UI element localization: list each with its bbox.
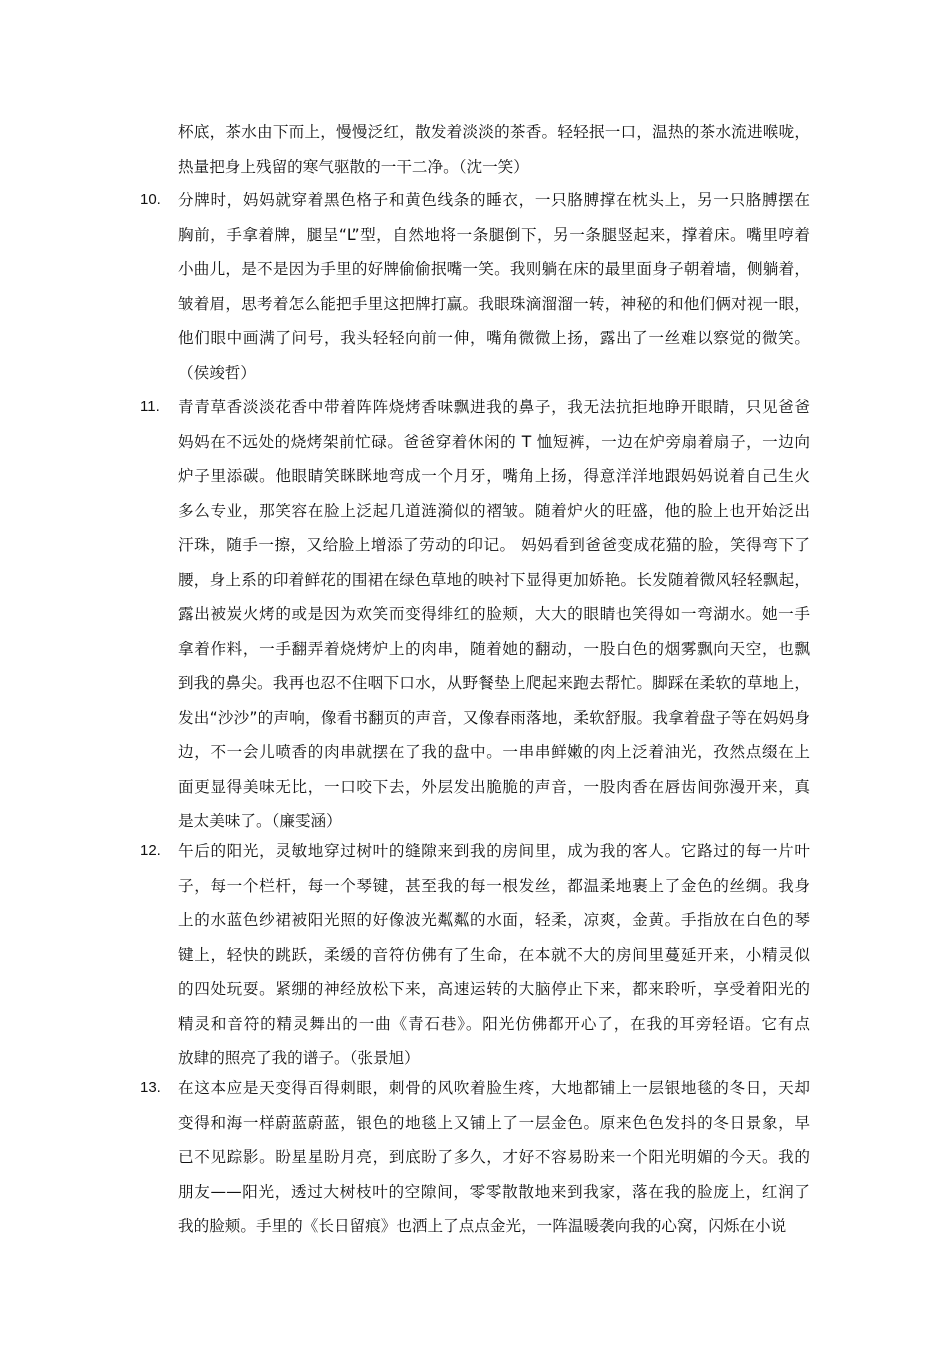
text-line: 发出“沙沙”的声响，像看书翻页的声音，又像春雨落地，柔软舒服。我拿着盘子等在妈妈身 [178, 708, 810, 727]
text-line: 我的脸颊。手里的《长日留痕》也洒上了点点金光，一阵温暖袭向我的心窝，闪烁在小说 [178, 1217, 787, 1235]
text-line: （侯竣哲） [178, 363, 256, 382]
text-line: 放肆的照亮了我的谱子。（张景旭） [178, 1049, 420, 1067]
text-line: 分牌时，妈妈就穿着黑色格子和黄色线条的睡衣，一只胳膊撑在枕头上，另一只胳膊摆在 [178, 191, 810, 209]
text-line: 已不见踪影。盼星星盼月亮，到底盼了多久，才好不容易盼来一个阳光明媚的今天。我的 [178, 1148, 810, 1166]
text-line: 午后的阳光，灵敏地穿过树叶的缝隙来到我的房间里，成为我的客人。它路过的每一片叶 [178, 842, 810, 860]
paragraph-number: 13. [140, 1079, 161, 1096]
text-line: 炉子里添碳。他眼睛笑眯眯地弯成一个月牙，嘴角上扬，得意洋洋地跟妈妈说着自己生火 [178, 467, 810, 485]
text-line: 热量把身上残留的寒气驱散的一干二净。（沈一笑） [178, 157, 529, 176]
text-line: 他们眼中画满了问号，我头轻轻向前一伸，嘴角微微上扬，露出了一丝难以察觉的微笑。 [178, 329, 810, 347]
text-line: 朋友——阳光，透过大树枝叶的空隙间，零零散散地来到我家，落在我的脸庞上，红润了 [178, 1182, 810, 1201]
text-line: 皱着眉，思考着怎么能把手里这把牌打赢。我眼珠滴溜溜一转，神秘的和他们俩对视一眼， [178, 294, 810, 313]
text-line: 妈妈在不远处的烧烤架前忙碌。爸爸穿着休闲的 T 恤短裤，一边在炉旁扇着扇子，一边向 [178, 432, 810, 451]
text-line: 精灵和音符的精灵舞出的一曲《青石巷》。阳光仿佛都开心了，在我的耳旁轻语。它有点 [178, 1014, 810, 1033]
paragraph-number: 11. [140, 398, 160, 415]
text-line: 键上，轻快的跳跃，柔缓的音符仿佛有了生命，在本就不大的房间里蔓延开来，小精灵似 [178, 945, 810, 964]
paragraph-number: 12. [140, 842, 161, 859]
text-line: 上的水蓝色纱裙被阳光照的好像波光粼粼的水面，轻柔，凉爽，金黄。手指放在白色的琴 [178, 911, 810, 929]
text-line: 青青草香淡淡花香中带着阵阵烧烤香味飘进我的鼻子，我无法抗拒地睁开眼睛，只见爸爸 [178, 398, 810, 416]
text-line: 的四处玩耍。紧绷的神经放松下来，高速运转的大脑停止下来，都来聆听，享受着阳光的 [178, 980, 810, 998]
text-line: 露出被炭火烤的或是因为欢笑而变得绯红的脸颊，大大的眼睛也笑得如一弯湖水。她一手 [178, 605, 810, 623]
text-line: 杯底，茶水由下而上，慢慢泛红，散发着淡淡的茶香。轻轻抿一口，温热的茶水流进喉咙， [178, 123, 810, 141]
text-line: 在这本应是天变得百得刺眼，刺骨的风吹着脸生疼，大地都铺上一层银地毯的冬日，天却 [178, 1079, 810, 1097]
text-line: 小曲儿，是不是因为手里的好牌偷偷抿嘴一笑。我则躺在床的最里面身子朝着墙，侧躺着， [178, 260, 810, 278]
text-line: 子，每一个栏杆，每一个琴键，甚至我的每一根发丝，都温柔地裹上了金色的丝绸。我身 [178, 876, 810, 895]
text-line: 胸前，手拿着牌，腿呈“L”型，自然地将一条腿倒下，另一条腿竖起来，撑着床。嘴里哼着 [178, 225, 810, 244]
text-line: 多么专业，那笑容在脸上泛起几道涟漪似的褶皱。随着炉火的旺盛，他的脸上也开始泛出 [178, 501, 810, 520]
text-line: 汗珠，随手一擦，又给脸上增添了劳动的印记。 妈妈看到爸爸变成花猫的脸，笑得弯下了 [178, 536, 810, 554]
paragraph-number: 10. [140, 191, 161, 208]
text-line: 拿着作料，一手翻弄着烧烤炉上的肉串，随着她的翻动，一股白色的烟雾飘向天空，也飘 [178, 639, 810, 658]
text-line: 腰，身上系的印着鲜花的围裙在绿色草地的映衬下显得更加娇艳。长发随着微风轻轻飘起， [178, 570, 810, 589]
text-line: 面更显得美味无比，一口咬下去，外层发出脆脆的声音，一股肉香在唇齿间弥漫开来，真 [178, 777, 810, 796]
text-line: 边，不一会儿喷香的肉串就摆在了我的盘中。一串串鲜嫩的肉上泛着油光，孜然点缀在上 [178, 743, 810, 761]
text-line: 变得和海一样蔚蓝蔚蓝，银色的地毯上又铺上了一层金色。原来色色发抖的冬日景象，早 [178, 1113, 810, 1132]
text-line: 到我的鼻尖。我再也忍不住咽下口水，从野餐垫上爬起来跑去帮忙。脚踩在柔软的草地上， [178, 674, 810, 692]
text-line: 是太美味了。（廉雯涵） [178, 812, 342, 830]
